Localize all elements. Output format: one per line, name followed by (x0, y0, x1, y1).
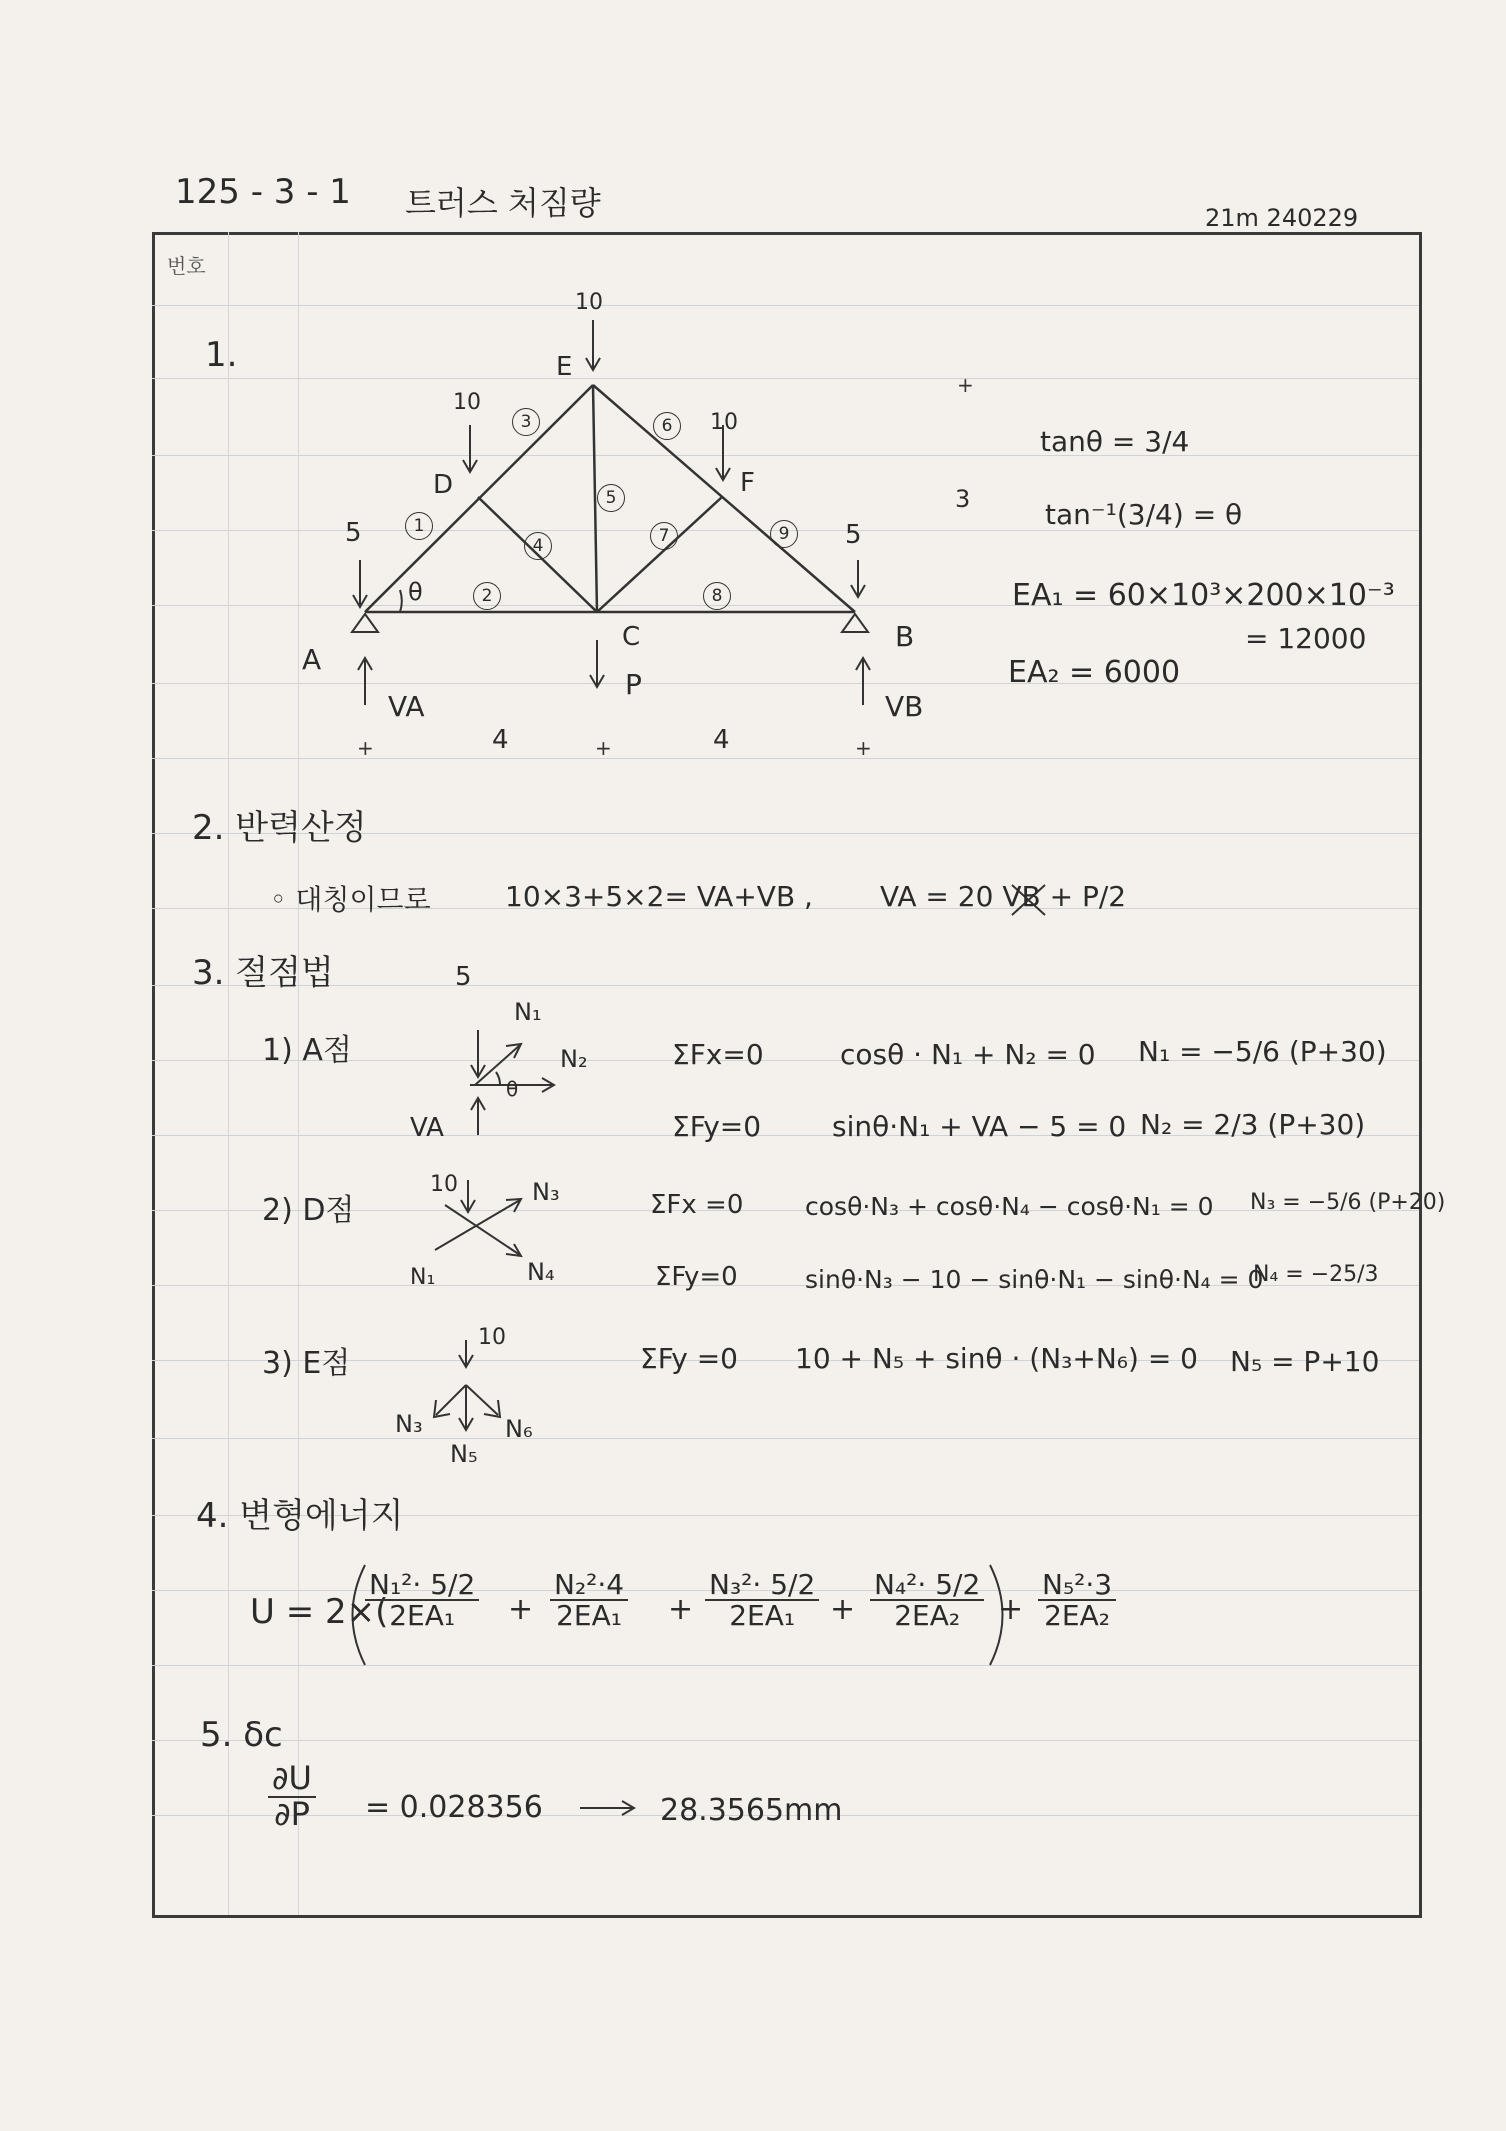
page-title: 트러스 처짐량 (405, 184, 601, 222)
date-stamp: 21m 240229 (1205, 204, 1359, 232)
deflection-derivative (268, 1759, 316, 1833)
plus-sign: + (830, 1592, 856, 1627)
node-c-label: C (622, 622, 641, 652)
tan-theta: tanθ = 3/4 (1040, 425, 1190, 458)
energy-term-5-num: N₅²·3 (1038, 1570, 1116, 1601)
joint-e-label: 3) E점 (262, 1346, 351, 1381)
energy-term-5 (1038, 1570, 1116, 1631)
plus-mark: + (357, 736, 374, 760)
section-1-number: 1. (205, 335, 238, 375)
energy-term-3 (705, 1570, 819, 1631)
va-result-head: VA = 20 (880, 880, 1003, 913)
joint-d-eq-y: sinθ·N₃ − 10 − sinθ·N₁ − sinθ·N₄ = 0 (805, 1265, 1264, 1294)
ea1-value: = 12000 (1245, 622, 1367, 655)
strain-energy-lhs: U = 2×( (250, 1592, 389, 1632)
span-left: 4 (492, 725, 509, 755)
joint-d-n3: N₃ (532, 1178, 560, 1206)
plus-mark: + (595, 736, 612, 760)
reaction-va: VA (388, 690, 425, 723)
problem-number: 125 - 3 - 1 (175, 172, 351, 212)
atan-theta: tan⁻¹(3/4) = θ (1045, 498, 1243, 531)
joint-d-n1: N₁ (410, 1265, 436, 1290)
energy-term-3-num: N₃²· 5/2 (705, 1570, 819, 1601)
joint-a-n2: N₂ (560, 1045, 588, 1073)
member-2-tag: 2 (473, 582, 501, 610)
ea1-expression: EA₁ = 60×10³×200×10⁻³ (1012, 578, 1395, 613)
joint-e-eq-y: 10 + N₅ + sinθ · (N₃+N₆) = 0 (795, 1342, 1198, 1375)
joint-e-n3: N₃ (395, 1410, 423, 1438)
joint-a-theta: θ (506, 1077, 519, 1101)
deflection-result: 28.3565mm (660, 1793, 843, 1828)
plus-sign: + (508, 1592, 534, 1627)
n4-result: N₄ = −25/3 (1253, 1262, 1379, 1287)
member-1-tag: 1 (405, 512, 433, 540)
member-9-tag: 9 (770, 520, 798, 548)
member-7-tag: 7 (650, 522, 678, 550)
n2-result: N₂ = 2/3 (P+30) (1140, 1108, 1366, 1141)
energy-term-2 (550, 1570, 628, 1631)
joint-d-load: 10 (430, 1172, 458, 1197)
load-f: 10 (710, 410, 738, 435)
energy-term-2-num: N₂²·4 (550, 1570, 628, 1601)
joint-d-eq-x: cosθ·N₃ + cosθ·N₄ − cosθ·N₁ = 0 (805, 1192, 1214, 1221)
span-right: 4 (713, 725, 730, 755)
member-8-tag: 8 (703, 582, 731, 610)
member-3-tag: 3 (512, 408, 540, 436)
joint-a-label: 1) A점 (262, 1033, 352, 1068)
energy-term-1-num: N₁²· 5/2 (365, 1570, 479, 1601)
joint-e-n6: N₆ (505, 1415, 533, 1443)
load-d: 10 (453, 390, 481, 415)
plus-mark: + (957, 373, 974, 397)
energy-term-3-den: 2EA₁ (729, 1599, 796, 1633)
section-2-title: 2. 반력산정 (192, 808, 367, 848)
joint-a-sum-fx: ΣFx=0 (672, 1038, 764, 1071)
joint-a-eq-x: cosθ · N₁ + N₂ = 0 (840, 1038, 1096, 1071)
reaction-vb: VB (885, 690, 924, 723)
derivative-den: ∂P (274, 1794, 310, 1833)
symmetry-note: ◦ 대칭이므로 (270, 883, 431, 916)
plus-sign: + (998, 1592, 1024, 1627)
load-e: 10 (575, 290, 603, 315)
energy-term-1 (365, 1570, 479, 1631)
angle-theta: θ (408, 578, 423, 606)
joint-d-sum-fx: ΣFx =0 (650, 1190, 744, 1220)
energy-term-4-num: N₄²· 5/2 (870, 1570, 984, 1601)
va-result (880, 880, 1126, 913)
joint-d-n4: N₄ (527, 1258, 555, 1286)
joint-e-load: 10 (478, 1325, 506, 1350)
node-e-label: E (556, 352, 573, 382)
member-6-tag: 6 (653, 412, 681, 440)
joint-e-n5: N₅ (450, 1440, 478, 1468)
va-result-struck: VB (1002, 880, 1041, 913)
plus-mark: + (855, 736, 872, 760)
section-5-title: 5. δc (200, 1715, 283, 1755)
load-a: 5 (345, 518, 362, 548)
deflection-value: = 0.028356 (365, 1790, 543, 1825)
joint-a-sum-fy: ΣFy=0 (672, 1110, 762, 1143)
energy-term-4-den: 2EA₂ (894, 1599, 961, 1633)
member-4-tag: 4 (524, 532, 552, 560)
side-mark: 3 (955, 485, 971, 513)
node-f-label: F (740, 468, 755, 498)
energy-term-1-den: 2EA₁ (389, 1599, 456, 1633)
equilibrium-eq: 10×3+5×2= VA+VB , (505, 880, 813, 913)
node-a-label: A (302, 643, 322, 676)
section-3-title: 3. 절점법 (192, 953, 334, 993)
joint-e-sum-fy: ΣFy =0 (640, 1342, 738, 1375)
section-4-title: 4. 변형에너지 (196, 1496, 404, 1536)
energy-term-4 (870, 1570, 984, 1631)
va-result-tail: + P/2 (1040, 880, 1127, 913)
plus-sign: + (668, 1592, 694, 1627)
n1-result: N₁ = −5/6 (P+30) (1138, 1035, 1387, 1068)
n5-result: N₅ = P+10 (1230, 1345, 1380, 1378)
energy-term-5-den: 2EA₂ (1044, 1599, 1110, 1633)
n3-result: N₃ = −5/6 (P+20) (1250, 1190, 1446, 1215)
joint-d-sum-fy: ΣFy=0 (655, 1262, 738, 1292)
joint-a-n1: N₁ (514, 998, 542, 1026)
ea2-expression: EA₂ = 6000 (1008, 655, 1181, 690)
joint-a-va: VA (410, 1113, 444, 1143)
member-5-tag: 5 (597, 484, 625, 512)
derivative-num: ∂U (268, 1762, 316, 1798)
load-b: 5 (845, 520, 862, 550)
field-label: 번호 (167, 254, 206, 278)
joint-a-eq-y: sinθ·N₁ + VA − 5 = 0 (832, 1110, 1127, 1143)
joint-a-load: 5 (455, 962, 472, 992)
load-p: P (625, 668, 642, 701)
joint-d-label: 2) D점 (262, 1193, 355, 1228)
energy-term-2-den: 2EA₁ (556, 1599, 622, 1633)
node-d-label: D (433, 470, 454, 500)
node-b-label: B (895, 620, 915, 653)
